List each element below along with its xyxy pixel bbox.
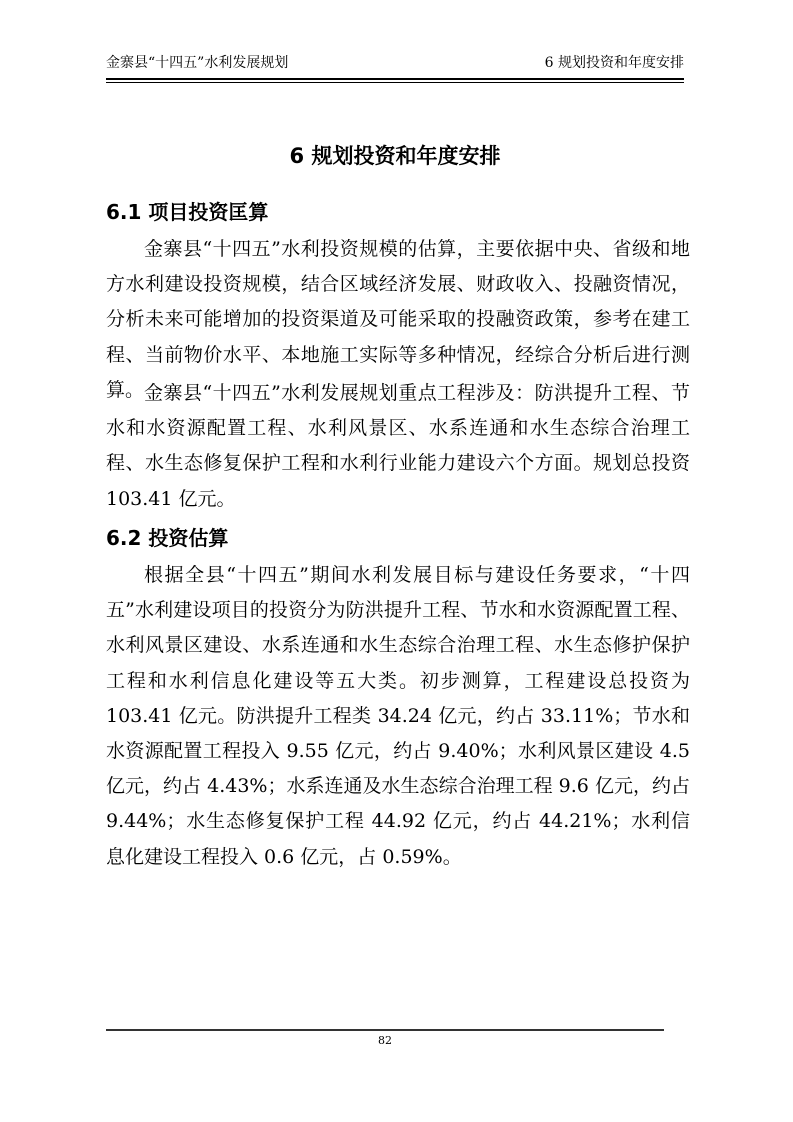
running-header xyxy=(106,54,684,72)
header-chapter-title: 6 规划投资和年度安排 xyxy=(544,55,684,71)
header-divider-thin xyxy=(106,82,684,83)
chapter-title: 6 规划投资和年度安排 xyxy=(289,144,501,168)
header-divider xyxy=(106,78,684,80)
footer-divider xyxy=(106,1029,664,1031)
paragraph: 金寨县“十四五”水利投资规模的估算，主要依据中央、省级和地方水利建设投资规模，结合区域经济发展、财政收入、投融资情况，分析未来可能增加的投资渠道及可能采取的投融资政策，参考在建工程、当前物价水平、本地施工实际等多种情况，经综合分析后进行测算。 xyxy=(106,238,690,401)
paragraph: 根据全县“十四五”期间水利发展目标与建设任务要求，“十四五”水利建设项目的投资分为防洪提升工程、节水和水资源配置工程、水利风景区建设、水系连通和水生态综合治理工程、水生态修护保护工程和水利信息化建设等五大类。初步测算，工程建设总投资为 103.41 亿元。防洪提升工程类 34.24 亿元，约占 33.11%；节水和水资源配置工程投入 9.55 亿元，约占 9.40%；水利风景区建设 4.5 亿元，约占 4.43%；水系连通及水生态综合治理工程 9.6 亿元，约占 9.44%；水生态修复保护工程 44.92 亿元，约占 44.21%；水利信息化建设工程投入 0.6 亿元，占 0.59%。 xyxy=(106,564,690,868)
section-heading-6-1: 6.1 项目投资匡算 xyxy=(106,200,269,224)
paragraph: 金寨县“十四五”水利发展规划重点工程涉及：防洪提升工程、节水和水资源配置工程、水利风景区、水系连通和水生态综合治理工程、水生态修复保护工程和水利行业能力建设六个方面。规划总投资 103.41 亿元。 xyxy=(106,382,690,510)
header-document-title: 金寨县“十四五”水利发展规划 xyxy=(106,55,289,71)
section-heading-6-2: 6.2 投资估算 xyxy=(106,526,229,550)
page-number: 82 xyxy=(378,1034,392,1047)
